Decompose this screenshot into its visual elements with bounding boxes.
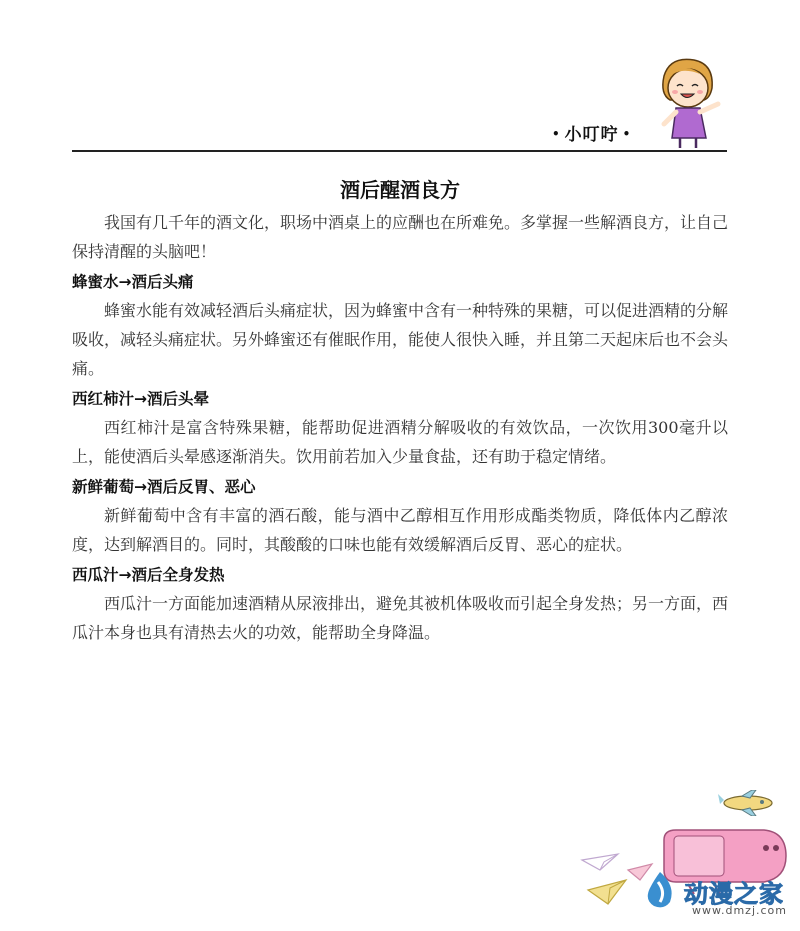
section-body-honey: 蜂蜜水能有效减轻酒后头痛症状，因为蜂蜜中含有一种特殊的果糖，可以促进酒精的分解吸收，减轻头痛症状。另外蜂蜜还有催眠作用，能使人很快入睡，并且第二天起床后也不会头痛。 [72,301,729,378]
watermark-logo-icon [640,870,680,910]
section-heading-tomato: 西红柿汁→酒后头晕 [72,390,209,408]
article-body [72,208,728,647]
section-body-watermelon: 西瓜汁一方面能加速酒精从尿液排出，避免其被机体吸收而引起全身发热；另一方面，西瓜汁本身也具有清热去火的功效，能帮助全身降温。 [72,594,729,642]
section-body-grape: 新鲜葡萄中含有丰富的酒石酸，能与酒中乙醇相互作用形成酯类物质，降低体内乙醇浓度，达到解酒目的。同时，其酸酸的口味也能有效缓解酒后反胃、恶心的症状。 [72,506,728,554]
section-heading-grape: 新鲜葡萄→酒后反胃、恶心 [72,478,256,496]
small-airplane-icon [718,790,780,816]
watermark-name: 动漫之家 [684,880,784,908]
brand-label: • 小叮咛 • [552,125,632,145]
section-body-tomato: 西红柿汁是富含特殊果糖，能帮助促进酒精分解吸收的有效饮品，一次饮用300毫升以上，能使酒后头晕感逐渐消失。饮用前若加入少量食盐，还有助于稳定情绪。 [72,418,728,466]
watermark-url: www.dmzj.com [692,904,787,917]
section-heading-watermelon: 西瓜汁→酒后全身发热 [72,566,225,584]
brand-text: 小叮咛 [564,125,619,145]
intro-paragraph: 我国有几千年的酒文化，职场中酒桌上的应酬也在所难免。多掌握一些解酒良方，让自己保持清醒的头脑吧！ [72,213,729,261]
article-title: 酒后醒酒良方 [340,178,460,202]
header-rule [72,150,727,152]
section-heading-honey: 蜂蜜水→酒后头痛 [72,273,194,291]
mascot-girl-icon [650,54,725,152]
